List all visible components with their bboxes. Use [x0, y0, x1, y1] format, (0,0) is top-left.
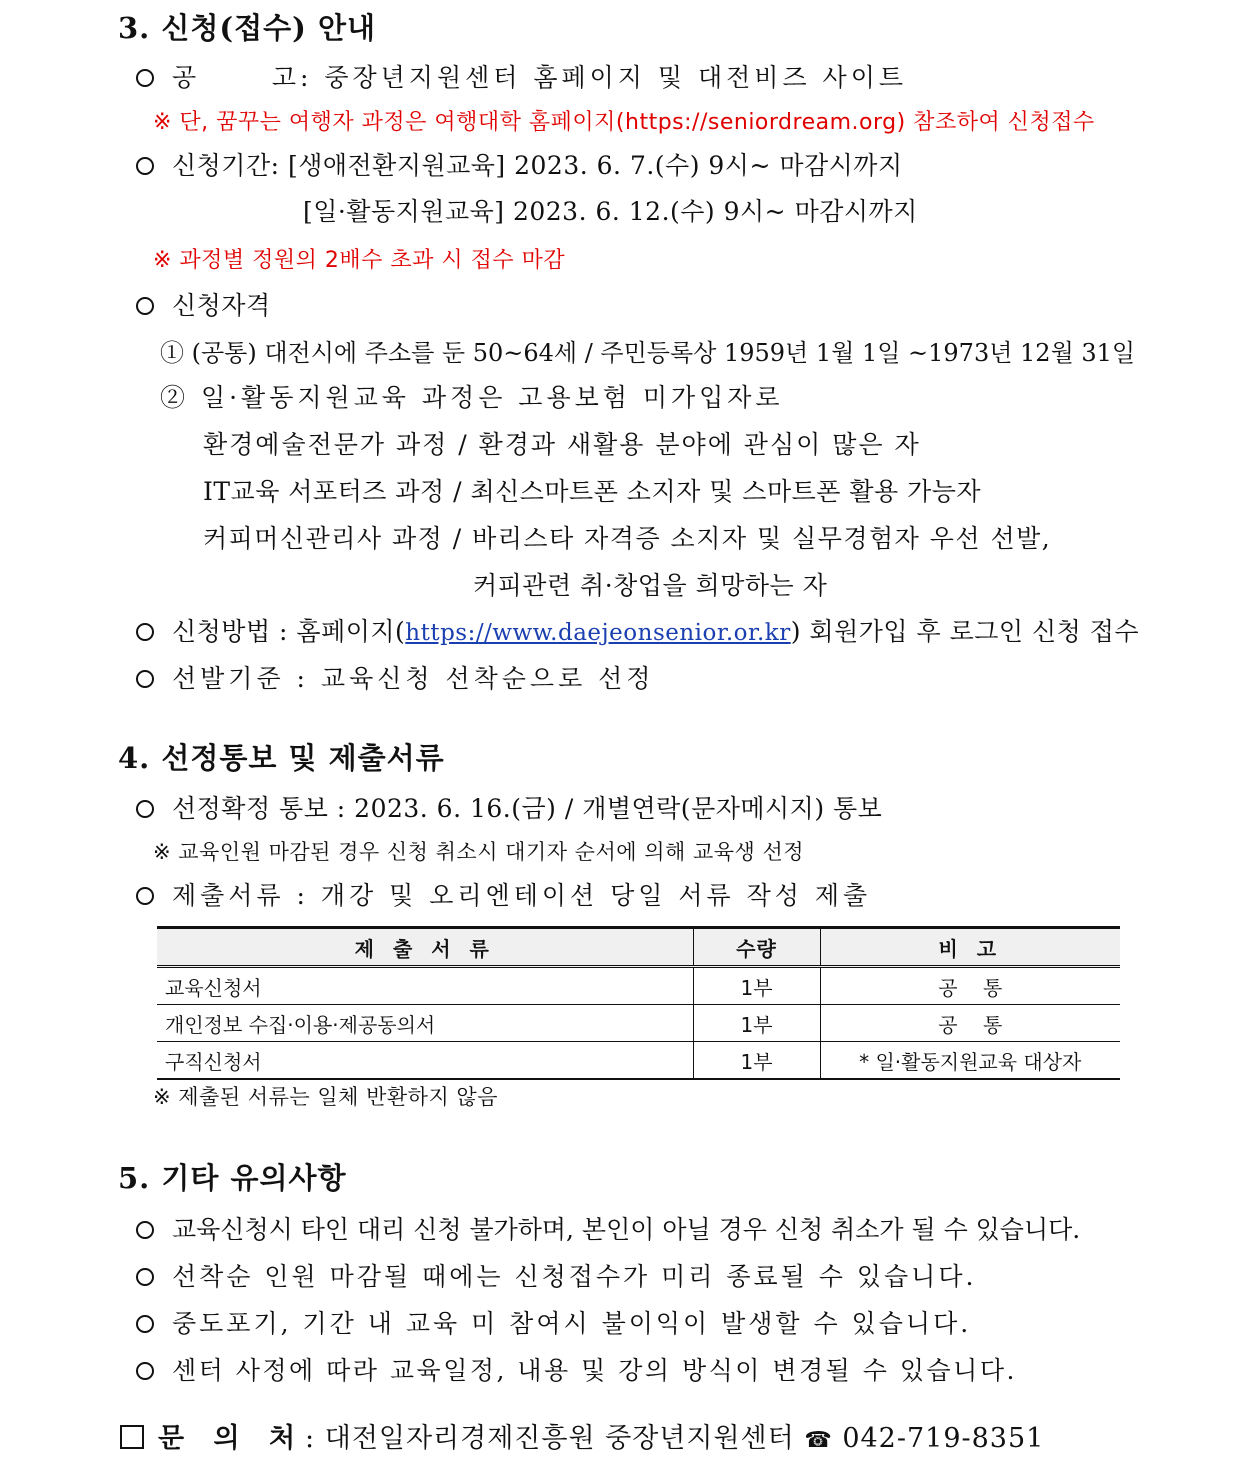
contact-phone: 042-719-8351	[842, 1423, 1045, 1454]
bullet-icon	[136, 1221, 154, 1239]
bullet-icon	[136, 887, 154, 905]
caution-text: 중도포기, 기간 내 교육 미 참여시 불이익이 발생할 수 있습니다.	[172, 1309, 972, 1338]
contact-org: 대전일자리경제진흥원 중장년지원센터	[324, 1423, 795, 1454]
table-row	[157, 967, 1120, 1005]
table-cell: 교육신청서	[165, 975, 262, 1000]
bullet-icon	[136, 1315, 154, 1333]
table-cell: 구직신청서	[165, 1049, 262, 1074]
qual-2d: 커피관련 취·창업을 희망하는 자	[473, 571, 828, 600]
table-note: ※ 제출된 서류는 일체 반환하지 않음	[153, 1085, 498, 1109]
qual-2: ② 일·활동지원교육 과정은 고용보험 미가입자로	[160, 383, 784, 412]
table-cell: 1부	[693, 967, 820, 1005]
docs-line	[136, 876, 871, 912]
contact-label: 문 의 처	[158, 1423, 306, 1454]
table-cell: * 일·활동지원교육 대상자	[820, 1042, 1120, 1080]
period-line-1	[136, 146, 903, 182]
bullet-icon	[136, 1362, 154, 1380]
notice-red-line	[153, 105, 1095, 136]
qual-2c: 커피머신관리사 과정 / 바리스타 자격증 소지자 및 실무경험자 우선 선발,	[203, 524, 1052, 553]
table-cell: 공 통	[820, 1005, 1120, 1042]
bullet-icon	[136, 157, 154, 175]
table-cell: 공 통	[820, 967, 1120, 1005]
bullet-icon	[136, 1268, 154, 1286]
table-cell: 개인정보 수집·이용·제공동의서	[165, 1012, 436, 1037]
header-remark: 비 고	[820, 928, 1120, 967]
notice-red-post: ) 참조하여 신청접수	[896, 110, 1095, 135]
caution-item	[136, 1304, 971, 1340]
notice-red-pre: ※ 단, 꿈꾸는 여행자 과정은 여행대학 홈페이지(	[153, 110, 626, 135]
caution-item	[136, 1210, 1080, 1246]
caution-text: 교육신청시 타인 대리 신청 불가하며, 본인이 아닐 경우 신청 취소가 될 수 있습니다.	[172, 1215, 1081, 1244]
period-line-2: [일·활동지원교육] 2023. 6. 12.(수) 9시~ 마감시까지	[303, 197, 918, 226]
qual-2b: IT교육 서포터즈 과정 / 최신스마트폰 소지자 및 스마트폰 활용 가능자	[203, 477, 982, 506]
contact-line	[120, 1416, 1044, 1455]
bullet-icon	[136, 623, 154, 641]
table-row	[157, 1005, 1120, 1042]
qual-title-line	[136, 286, 271, 322]
section-4-title: 4. 선정통보 및 제출서류	[118, 741, 445, 775]
method-post: ) 회원가입 후 로그인 신청 접수	[790, 617, 1140, 646]
checkbox-square-icon	[120, 1425, 144, 1449]
bullet-icon	[136, 800, 154, 818]
qual-title: 신청자격	[172, 291, 271, 320]
qual-2a: 환경예술전문가 과정 / 환경과 새활용 분야에 관심이 많은 자	[203, 430, 921, 459]
caution-item	[136, 1257, 976, 1293]
notify-text: 선정확정 통보 : 2023. 6. 16.(금) / 개별연락(문자메시지) 통보	[172, 794, 883, 823]
bullet-icon	[136, 297, 154, 315]
notify-note: ※ 교육인원 마감된 경우 신청 취소시 대기자 순서에 의해 교육생 선정	[153, 840, 805, 864]
bullet-icon	[136, 69, 154, 87]
method-line	[136, 612, 1139, 648]
notice-text: 공 고: 중장년지원센터 홈페이지 및 대전비즈 사이트	[172, 63, 907, 92]
telephone-icon: ☎	[804, 1428, 833, 1453]
notify-line	[136, 789, 882, 825]
period-text-1: 신청기간: [생애전환지원교육] 2023. 6. 7.(수) 9시~ 마감시까지	[172, 151, 903, 180]
notice-line	[136, 58, 907, 94]
submission-table	[157, 926, 1120, 1080]
criteria-text: 선발기준 : 교육신청 선착순으로 선정	[172, 664, 655, 693]
qual-1: ① (공통) 대전시에 주소를 둔 50~64세 / 주민등록상 1959년 1월 1일 ~1973년 12월 31일	[160, 339, 1136, 367]
contact-colon: :	[305, 1423, 325, 1454]
caution-item	[136, 1351, 1017, 1387]
caution-text: 선착순 인원 마감될 때에는 신청접수가 미리 종료될 수 있습니다.	[172, 1262, 977, 1291]
bullet-icon	[136, 670, 154, 688]
table-header-row	[157, 928, 1120, 967]
seniordream-link[interactable]: https://seniordream.org	[625, 110, 897, 135]
period-red-note: ※ 과정별 정원의 2배수 초과 시 접수 마감	[153, 248, 566, 273]
section-3-title: 3. 신청(접수) 안내	[118, 11, 376, 45]
table-cell: 1부	[693, 1005, 820, 1042]
docs-text: 제출서류 : 개강 및 오리엔테이션 당일 서류 작성 제출	[172, 881, 872, 910]
header-document: 제 출 서 류	[354, 936, 495, 961]
method-pre: 신청방법 : 홈페이지(	[172, 617, 406, 646]
table-cell: 1부	[693, 1042, 820, 1080]
section-5-title: 5. 기타 유의사항	[118, 1161, 347, 1195]
caution-text: 센터 사정에 따라 교육일정, 내용 및 강의 방식이 변경될 수 있습니다.	[172, 1356, 1017, 1385]
table-row	[157, 1042, 1120, 1080]
header-quantity: 수량	[693, 928, 820, 967]
criteria-line	[136, 659, 654, 695]
daejeonsenior-link[interactable]: https://www.daejeonsenior.or.kr	[405, 620, 791, 646]
